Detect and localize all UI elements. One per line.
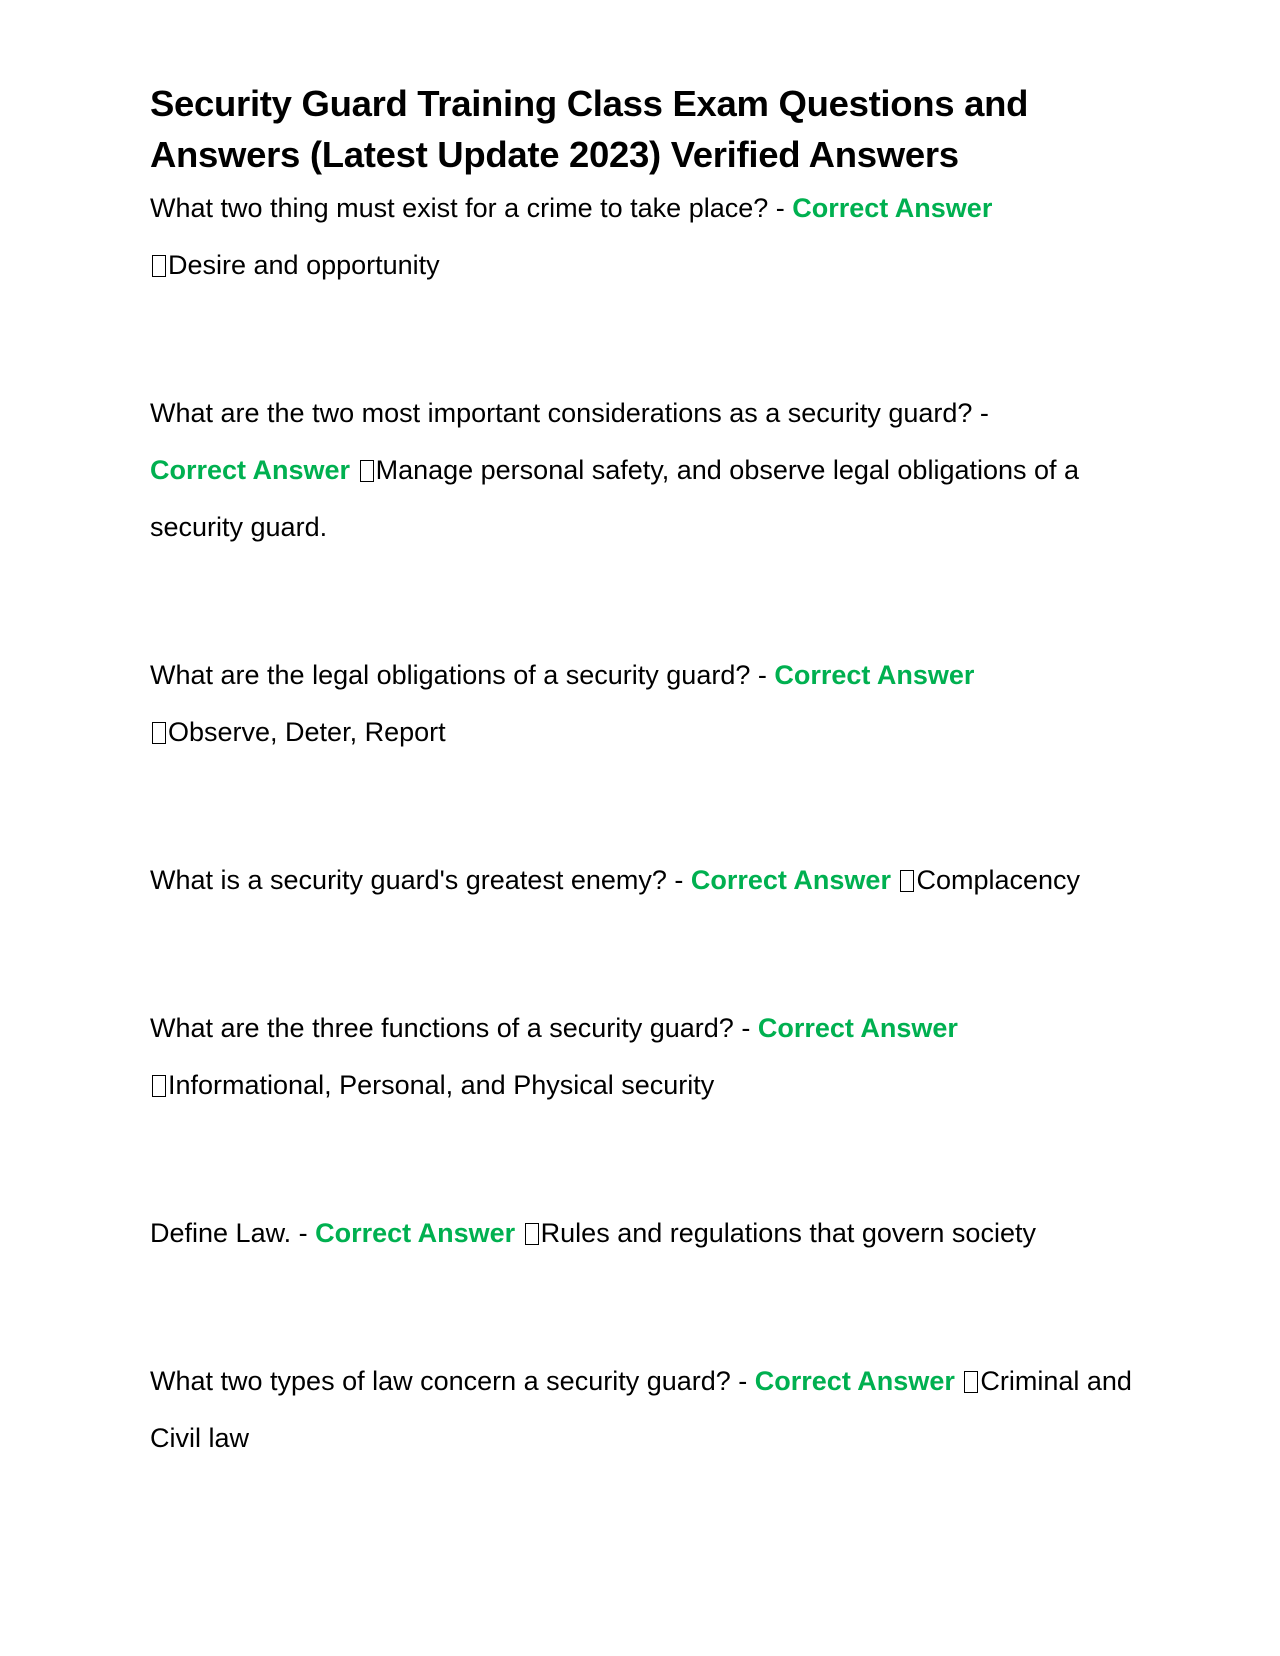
answer-text: Desire and opportunity — [168, 250, 440, 280]
qa-item — [150, 852, 1140, 909]
answer-text: Observe, Deter, Report — [168, 717, 446, 747]
question-text: What is a security guard's greatest enemy? — [150, 865, 667, 895]
separator: - — [730, 1366, 755, 1396]
separator: - — [291, 1218, 316, 1248]
qa-item — [150, 385, 1140, 556]
separator: - — [972, 398, 989, 428]
separator: - — [666, 865, 691, 895]
correct-answer-label: Correct Answer — [315, 1218, 516, 1248]
question-text: What are the legal obligations of a security guard? — [150, 660, 751, 690]
answer-box-icon — [152, 1075, 166, 1097]
separator: - — [750, 660, 775, 690]
question-text: What are the three functions of a security guard? — [150, 1013, 734, 1043]
document-title: Security Guard Training Class Exam Questions and Answers (Latest Update 2023) Verified Answers — [150, 83, 1029, 175]
qa-item — [150, 1353, 1140, 1467]
question-text: What are the two most important considerations as a security guard? — [150, 398, 973, 428]
separator: - — [733, 1013, 758, 1043]
answer-text: Informational, Personal, and Physical security — [168, 1070, 715, 1100]
correct-answer-label: Correct Answer — [792, 193, 993, 223]
answer-box-icon — [900, 870, 914, 892]
question-text: Define Law. — [150, 1218, 292, 1248]
answer-text: Complacency — [916, 865, 1081, 895]
correct-answer-label: Correct Answer — [150, 455, 351, 485]
qa-item — [150, 1205, 1140, 1262]
qa-item — [150, 1000, 1140, 1114]
correct-answer-label: Correct Answer — [757, 1013, 958, 1043]
qa-item — [150, 647, 1140, 761]
correct-answer-label: Correct Answer — [774, 660, 975, 690]
answer-text: Rules and regulations that govern society — [540, 1218, 1036, 1248]
answer-text: Criminal and Civil law — [150, 1366, 1132, 1453]
correct-answer-label: Correct Answer — [690, 865, 891, 895]
document-page — [150, 78, 1140, 1558]
separator: - — [768, 193, 793, 223]
qa-item — [150, 180, 1140, 294]
question-text: What two thing must exist for a crime to take place? — [150, 193, 769, 223]
answer-box-icon — [525, 1223, 539, 1245]
answer-box-icon — [964, 1371, 978, 1393]
correct-answer-label: Correct Answer — [754, 1366, 955, 1396]
answer-text: Manage personal safety, and observe legal obligations of a security guard. — [150, 455, 1080, 542]
question-text: What two types of law concern a security guard? — [150, 1366, 731, 1396]
answer-box-icon — [152, 722, 166, 744]
answer-box-icon — [152, 255, 166, 277]
answer-box-icon — [360, 460, 374, 482]
